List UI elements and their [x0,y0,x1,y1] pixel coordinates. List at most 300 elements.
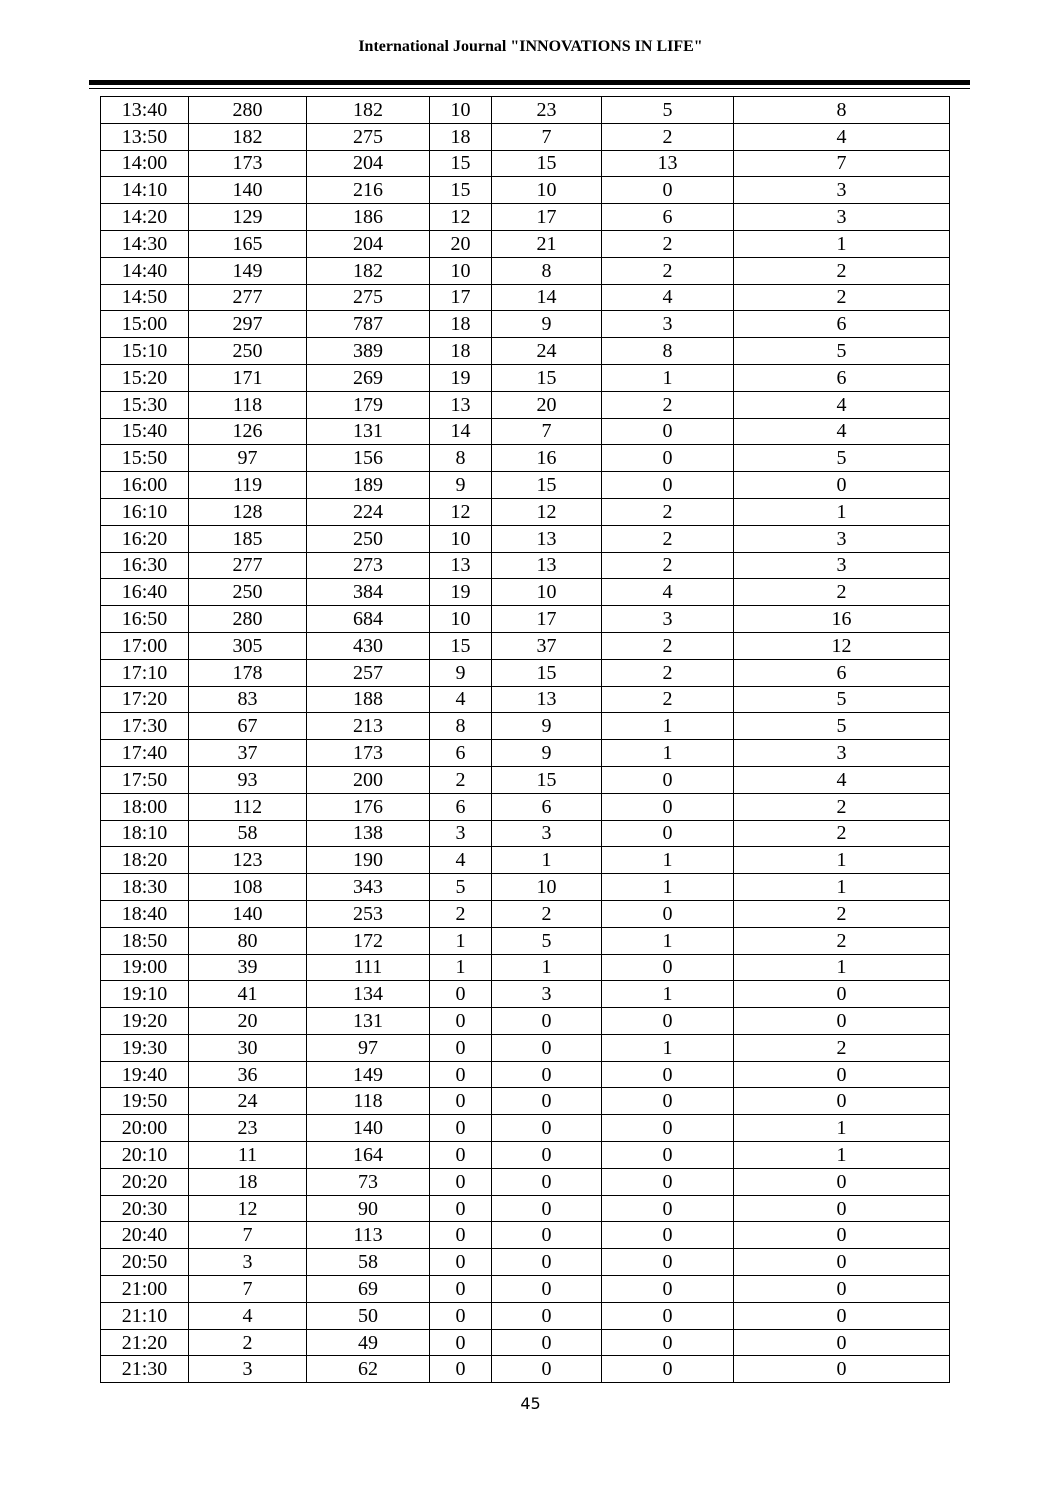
value-cell: 15 [492,472,602,499]
time-cell: 16:30 [101,552,189,579]
value-cell: 1 [430,927,492,954]
value-cell: 0 [734,1008,950,1035]
value-cell: 4 [602,284,734,311]
time-cell: 16:50 [101,606,189,633]
value-cell: 164 [307,1142,430,1169]
value-cell: 0 [602,1302,734,1329]
value-cell: 0 [430,981,492,1008]
value-cell: 182 [189,123,307,150]
value-cell: 10 [430,97,492,124]
value-cell: 140 [189,900,307,927]
value-cell: 0 [602,1142,734,1169]
header-rule-thin [89,88,970,89]
table-row [101,1195,950,1222]
value-cell: 2 [602,230,734,257]
table-row [101,391,950,418]
value-cell: 0 [602,1061,734,1088]
value-cell: 1 [734,1115,950,1142]
value-cell: 13 [430,552,492,579]
value-cell: 1 [734,874,950,901]
table-row [101,606,950,633]
value-cell: 2 [734,793,950,820]
time-cell: 20:40 [101,1222,189,1249]
value-cell: 0 [430,1356,492,1383]
table-row [101,1115,950,1142]
value-cell: 20 [430,230,492,257]
value-cell: 2 [602,659,734,686]
value-cell: 1 [492,847,602,874]
value-cell: 90 [307,1195,430,1222]
time-cell: 15:50 [101,445,189,472]
value-cell: 173 [189,150,307,177]
value-cell: 200 [307,766,430,793]
value-cell: 273 [307,552,430,579]
time-cell: 18:50 [101,927,189,954]
value-cell: 0 [430,1222,492,1249]
time-cell: 17:00 [101,632,189,659]
time-cell: 16:20 [101,525,189,552]
table-row [101,445,950,472]
value-cell: 0 [602,766,734,793]
value-cell: 13 [492,686,602,713]
value-cell: 3 [189,1249,307,1276]
value-cell: 250 [189,338,307,365]
value-cell: 2 [734,900,950,927]
time-cell: 16:10 [101,498,189,525]
time-cell: 18:00 [101,793,189,820]
value-cell: 23 [492,97,602,124]
value-cell: 0 [492,1222,602,1249]
value-cell: 113 [307,1222,430,1249]
value-cell: 11 [189,1142,307,1169]
value-cell: 15 [430,150,492,177]
value-cell: 0 [602,954,734,981]
value-cell: 2 [734,927,950,954]
time-cell: 18:40 [101,900,189,927]
value-cell: 0 [602,820,734,847]
time-cell: 20:50 [101,1249,189,1276]
value-cell: 2 [602,632,734,659]
value-cell: 0 [492,1195,602,1222]
table-row [101,338,950,365]
value-cell: 250 [307,525,430,552]
value-cell: 2 [430,766,492,793]
value-cell: 97 [189,445,307,472]
value-cell: 0 [602,177,734,204]
time-cell: 16:40 [101,579,189,606]
value-cell: 0 [734,1088,950,1115]
value-cell: 6 [734,659,950,686]
value-cell: 0 [734,1356,950,1383]
value-cell: 0 [734,1168,950,1195]
table-row [101,740,950,767]
value-cell: 41 [189,981,307,1008]
time-cell: 17:20 [101,686,189,713]
value-cell: 5 [734,338,950,365]
value-cell: 3 [734,204,950,231]
value-cell: 97 [307,1034,430,1061]
value-cell: 0 [602,472,734,499]
value-cell: 0 [430,1195,492,1222]
value-cell: 3 [734,525,950,552]
value-cell: 3 [492,820,602,847]
value-cell: 10 [430,525,492,552]
value-cell: 0 [602,1222,734,1249]
time-cell: 19:00 [101,954,189,981]
value-cell: 0 [430,1302,492,1329]
value-cell: 149 [189,257,307,284]
time-cell: 13:50 [101,123,189,150]
table-row [101,552,950,579]
value-cell: 24 [189,1088,307,1115]
value-cell: 18 [430,311,492,338]
value-cell: 176 [307,793,430,820]
value-cell: 0 [602,445,734,472]
value-cell: 37 [492,632,602,659]
value-cell: 0 [492,1168,602,1195]
value-cell: 0 [602,1168,734,1195]
time-cell: 17:40 [101,740,189,767]
time-cell: 19:30 [101,1034,189,1061]
value-cell: 277 [189,284,307,311]
value-cell: 118 [189,391,307,418]
value-cell: 1 [430,954,492,981]
table-row [101,659,950,686]
value-cell: 24 [492,338,602,365]
value-cell: 224 [307,498,430,525]
value-cell: 0 [492,1276,602,1303]
table-row [101,204,950,231]
value-cell: 171 [189,364,307,391]
value-cell: 0 [602,900,734,927]
value-cell: 165 [189,230,307,257]
time-cell: 15:30 [101,391,189,418]
value-cell: 0 [734,1195,950,1222]
value-cell: 16 [734,606,950,633]
value-cell: 4 [734,766,950,793]
time-cell: 17:30 [101,713,189,740]
value-cell: 3 [734,740,950,767]
value-cell: 118 [307,1088,430,1115]
value-cell: 0 [602,1195,734,1222]
value-cell: 216 [307,177,430,204]
value-cell: 2 [734,284,950,311]
time-cell: 20:00 [101,1115,189,1142]
value-cell: 2 [430,900,492,927]
value-cell: 149 [307,1061,430,1088]
value-cell: 0 [602,793,734,820]
table-row [101,820,950,847]
time-cell: 14:00 [101,150,189,177]
table-row [101,150,950,177]
value-cell: 5 [734,445,950,472]
value-cell: 0 [492,1115,602,1142]
time-cell: 18:10 [101,820,189,847]
value-cell: 131 [307,1008,430,1035]
value-cell: 5 [492,927,602,954]
time-cell: 21:20 [101,1329,189,1356]
value-cell: 190 [307,847,430,874]
value-cell: 7 [189,1222,307,1249]
value-cell: 6 [734,311,950,338]
value-cell: 0 [430,1061,492,1088]
value-cell: 15 [492,766,602,793]
value-cell: 1 [734,954,950,981]
value-cell: 15 [430,177,492,204]
value-cell: 1 [734,498,950,525]
data-table [100,96,950,1383]
value-cell: 9 [492,311,602,338]
value-cell: 2 [602,525,734,552]
table-row [101,847,950,874]
value-cell: 213 [307,713,430,740]
table-row [101,257,950,284]
value-cell: 4 [189,1302,307,1329]
value-cell: 1 [602,847,734,874]
value-cell: 3 [734,177,950,204]
value-cell: 0 [734,1276,950,1303]
value-cell: 1 [602,740,734,767]
value-cell: 4 [602,579,734,606]
value-cell: 17 [430,284,492,311]
time-cell: 19:20 [101,1008,189,1035]
table-row [101,1061,950,1088]
value-cell: 134 [307,981,430,1008]
value-cell: 2 [602,686,734,713]
value-cell: 111 [307,954,430,981]
table-row [101,1276,950,1303]
value-cell: 3 [602,606,734,633]
value-cell: 37 [189,740,307,767]
table-row [101,525,950,552]
value-cell: 8 [602,338,734,365]
time-cell: 19:40 [101,1061,189,1088]
value-cell: 2 [189,1329,307,1356]
time-cell: 14:20 [101,204,189,231]
value-cell: 277 [189,552,307,579]
value-cell: 2 [734,1034,950,1061]
value-cell: 80 [189,927,307,954]
table-row [101,686,950,713]
table-row [101,766,950,793]
table-row [101,927,950,954]
value-cell: 8 [430,445,492,472]
table-row [101,1222,950,1249]
table-row [101,230,950,257]
value-cell: 6 [430,793,492,820]
value-cell: 0 [492,1249,602,1276]
value-cell: 126 [189,418,307,445]
value-cell: 269 [307,364,430,391]
value-cell: 19 [430,364,492,391]
value-cell: 19 [430,579,492,606]
table-row [101,981,950,1008]
table-row [101,900,950,927]
value-cell: 6 [602,204,734,231]
table-row [101,177,950,204]
value-cell: 7 [492,123,602,150]
value-cell: 275 [307,284,430,311]
table-row [101,632,950,659]
table-row [101,1329,950,1356]
value-cell: 5 [430,874,492,901]
time-cell: 14:50 [101,284,189,311]
value-cell: 0 [430,1115,492,1142]
value-cell: 17 [492,606,602,633]
value-cell: 83 [189,686,307,713]
table-body [101,97,950,1383]
value-cell: 0 [430,1034,492,1061]
value-cell: 179 [307,391,430,418]
value-cell: 0 [430,1276,492,1303]
value-cell: 16 [492,445,602,472]
value-cell: 156 [307,445,430,472]
value-cell: 8 [430,713,492,740]
value-cell: 128 [189,498,307,525]
value-cell: 0 [602,1329,734,1356]
value-cell: 1 [602,874,734,901]
value-cell: 2 [602,123,734,150]
value-cell: 12 [430,204,492,231]
value-cell: 2 [602,498,734,525]
value-cell: 4 [734,391,950,418]
time-cell: 21:30 [101,1356,189,1383]
time-cell: 20:10 [101,1142,189,1169]
value-cell: 4 [430,686,492,713]
table-row [101,311,950,338]
value-cell: 0 [734,472,950,499]
value-cell: 684 [307,606,430,633]
value-cell: 0 [602,1249,734,1276]
time-cell: 14:40 [101,257,189,284]
value-cell: 20 [189,1008,307,1035]
table-row [101,793,950,820]
page-number: 45 [520,1394,541,1413]
value-cell: 15 [492,659,602,686]
value-cell: 10 [492,177,602,204]
value-cell: 67 [189,713,307,740]
value-cell: 58 [307,1249,430,1276]
value-cell: 0 [602,1115,734,1142]
table-row [101,1142,950,1169]
value-cell: 18 [430,123,492,150]
value-cell: 188 [307,686,430,713]
time-cell: 14:30 [101,230,189,257]
value-cell: 108 [189,874,307,901]
value-cell: 430 [307,632,430,659]
time-cell: 15:20 [101,364,189,391]
time-cell: 17:10 [101,659,189,686]
value-cell: 2 [734,579,950,606]
value-cell: 8 [734,97,950,124]
value-cell: 12 [430,498,492,525]
time-cell: 13:40 [101,97,189,124]
value-cell: 0 [734,1249,950,1276]
value-cell: 0 [430,1249,492,1276]
value-cell: 178 [189,659,307,686]
value-cell: 8 [492,257,602,284]
time-cell: 14:10 [101,177,189,204]
value-cell: 0 [734,1061,950,1088]
value-cell: 36 [189,1061,307,1088]
value-cell: 1 [602,364,734,391]
value-cell: 5 [734,686,950,713]
value-cell: 0 [492,1061,602,1088]
value-cell: 13 [602,150,734,177]
value-cell: 0 [430,1168,492,1195]
value-cell: 2 [734,257,950,284]
journal-header: International Journal "INNOVATIONS IN LIFE" [358,38,703,55]
value-cell: 384 [307,579,430,606]
value-cell: 129 [189,204,307,231]
header-rule-thick [89,80,970,85]
table-row [101,1008,950,1035]
value-cell: 2 [602,391,734,418]
value-cell: 18 [430,338,492,365]
value-cell: 0 [430,1329,492,1356]
table-row [101,123,950,150]
value-cell: 15 [492,150,602,177]
value-cell: 6 [430,740,492,767]
value-cell: 0 [492,1356,602,1383]
table-row [101,97,950,124]
value-cell: 172 [307,927,430,954]
value-cell: 1 [734,1142,950,1169]
value-cell: 10 [492,874,602,901]
value-cell: 18 [189,1168,307,1195]
table-row [101,1088,950,1115]
table-row [101,1302,950,1329]
value-cell: 7 [492,418,602,445]
value-cell: 112 [189,793,307,820]
value-cell: 0 [430,1008,492,1035]
value-cell: 0 [492,1329,602,1356]
time-cell: 20:20 [101,1168,189,1195]
value-cell: 140 [189,177,307,204]
value-cell: 204 [307,230,430,257]
value-cell: 7 [734,150,950,177]
value-cell: 10 [492,579,602,606]
value-cell: 6 [734,364,950,391]
time-cell: 20:30 [101,1195,189,1222]
value-cell: 3 [492,981,602,1008]
value-cell: 257 [307,659,430,686]
value-cell: 0 [492,1142,602,1169]
value-cell: 0 [492,1034,602,1061]
table-row [101,418,950,445]
value-cell: 17 [492,204,602,231]
value-cell: 4 [734,123,950,150]
value-cell: 1 [734,230,950,257]
value-cell: 2 [602,257,734,284]
value-cell: 119 [189,472,307,499]
table-row [101,1356,950,1383]
value-cell: 343 [307,874,430,901]
value-cell: 0 [602,1008,734,1035]
value-cell: 297 [189,311,307,338]
value-cell: 131 [307,418,430,445]
value-cell: 0 [734,1222,950,1249]
value-cell: 275 [307,123,430,150]
value-cell: 20 [492,391,602,418]
value-cell: 21 [492,230,602,257]
time-cell: 15:10 [101,338,189,365]
value-cell: 138 [307,820,430,847]
value-cell: 1 [492,954,602,981]
value-cell: 10 [430,606,492,633]
value-cell: 186 [307,204,430,231]
value-cell: 13 [430,391,492,418]
